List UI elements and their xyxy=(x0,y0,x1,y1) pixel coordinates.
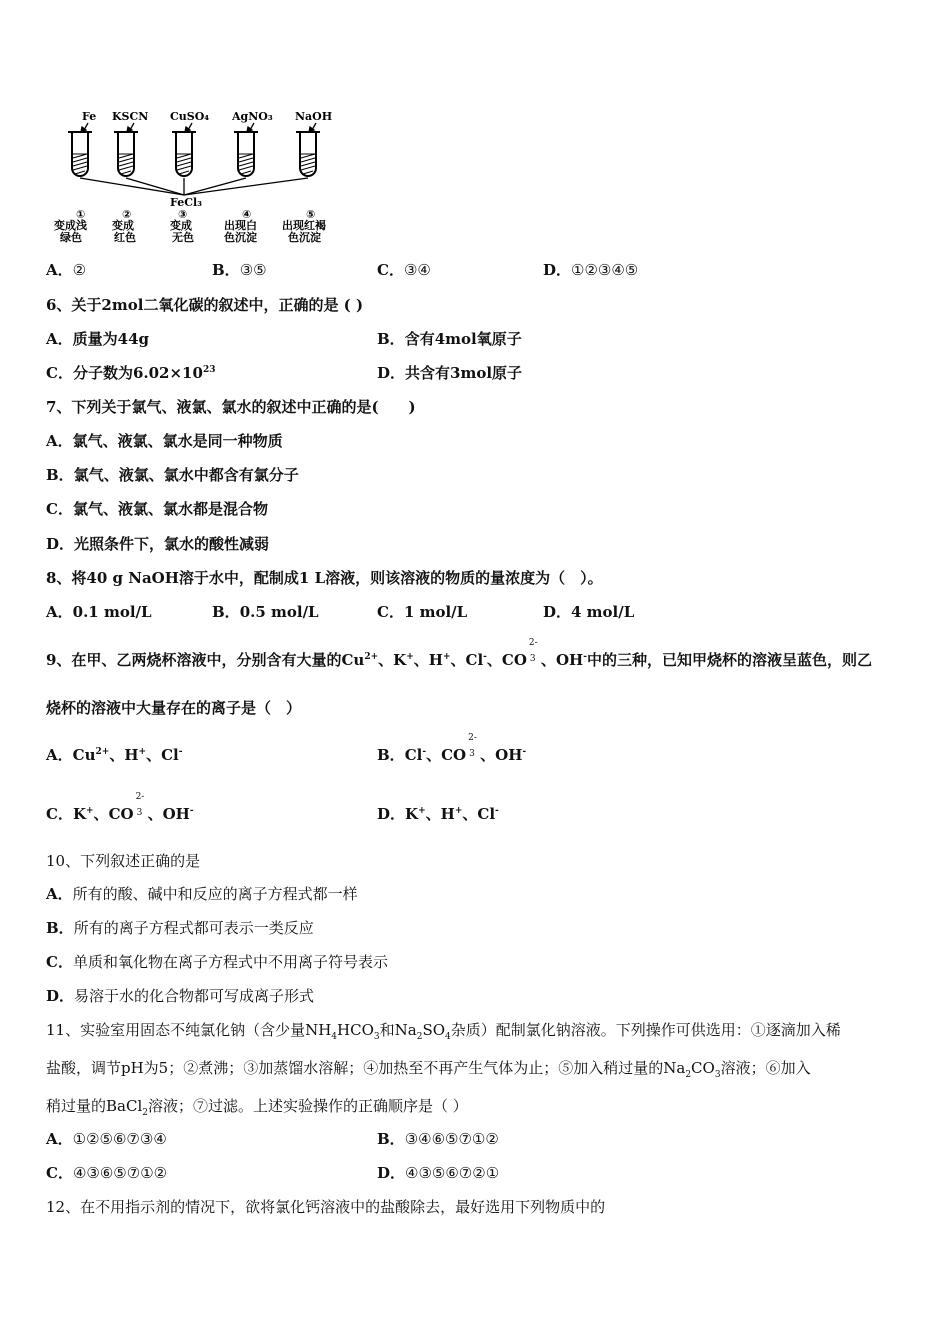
q11-option-d: D．④③⑤⑥⑦②① xyxy=(377,1164,500,1182)
reagent-label: Fe xyxy=(82,110,97,123)
result-number: ④ xyxy=(242,208,252,221)
q9-stem-line1: 9、在甲、乙两烧杯溶液中，分别含有大量的$Cu^{2+}$、K+、H+、Cl-、CO 2- 3 、OH-中的三种，已知甲烧杯的溶液呈蓝色，则乙 xyxy=(46,638,872,669)
result-text: 出现白 xyxy=(224,219,257,232)
result-text: 出现红褐 xyxy=(282,219,326,232)
q11-option-b: B．③④⑥⑤⑦①② xyxy=(377,1130,499,1148)
q10-option-b: B．所有的离子方程式都可表示一类反应 xyxy=(46,919,314,937)
result-number: ③ xyxy=(178,208,188,221)
q8-option-d: D．4 mol/L xyxy=(543,603,635,621)
q6-option-c: C．分子数为$6.02\times 10^{23}$ xyxy=(46,364,216,382)
q6-option-b: B．含有4mol氧原子 xyxy=(377,330,522,348)
q9-option-b: B．Cl-、CO 2- 3 、OH- xyxy=(377,733,527,764)
center-label: FeCl₃ xyxy=(170,196,202,209)
q10-option-c: C．单质和氧化物在离子方程式中不用离子符号表示 xyxy=(46,953,388,971)
q9-option-c: C．K+、CO 2- 3 、OH- xyxy=(46,792,194,823)
reagent-label: KSCN xyxy=(112,110,149,123)
q7-stem: 7、下列关于氯气、液氯、氯水的叙述中正确的是( ) xyxy=(46,398,416,416)
q5-option-c: C．③④ xyxy=(377,261,431,279)
q5-option-a: A．② xyxy=(46,261,87,279)
q5-option-d: D．①②③④⑤ xyxy=(543,261,639,279)
q9-stem-line2: 烧杯的溶液中大量存在的离子是（ ） xyxy=(46,699,302,717)
reagent-label: AgNO₃ xyxy=(232,110,273,123)
result-text: 无色 xyxy=(172,231,194,244)
q10-option-d: D．易溶于水的化合物都可写成离子形式 xyxy=(46,987,315,1005)
q7-option-a: A．氯气、液氯、氯水是同一种物质 xyxy=(46,432,283,450)
q8-stem: 8、将40 g NaOH溶于水中，配制成1 L溶液，则该溶液的物质的量浓度为（ ）。 xyxy=(46,569,603,587)
test-tube-figure xyxy=(52,110,352,245)
q7-option-c: C．氯气、液氯、氯水都是混合物 xyxy=(46,500,268,518)
result-text: 变成浅 xyxy=(54,219,87,232)
result-text: 绿色 xyxy=(60,231,82,244)
result-number: ① xyxy=(76,208,86,221)
q12-stem: 12、在不用指示剂的情况下，欲将氯化钙溶液中的盐酸除去，最好选用下列物质中的 xyxy=(46,1198,606,1216)
q7-option-d: D．光照条件下，氯水的酸性减弱 xyxy=(46,535,270,553)
q8-option-b: B．0.5 mol/L xyxy=(212,603,319,621)
q6-option-d: D．共含有3mol原子 xyxy=(377,364,523,382)
q6-stem: 6、关于2mol二氧化碳的叙述中，正确的是 ( ) xyxy=(46,296,364,314)
q10-stem: 10、下列叙述正确的是 xyxy=(46,852,201,870)
q9-option-a: A．$Cu^{2+}$、H+、Cl- xyxy=(46,746,183,764)
q10-option-a: A．所有的酸、碱中和反应的离子方程式都一样 xyxy=(46,885,358,903)
result-text: 红色 xyxy=(114,231,136,244)
q11-stem-line3: 稍过量的BaCl$_2$溶液；⑦过滤。上述实验操作的正确顺序是（ ） xyxy=(46,1097,468,1118)
q9-option-d: D．K+、H+、Cl- xyxy=(377,805,499,823)
q7-option-b: B．氯气、液氯、氯水中都含有氯分子 xyxy=(46,466,299,484)
q11-stem-line2: 盐酸，调节pH为5；②煮沸；③加蒸馏水溶解；④加热至不再产生气体为止；⑤加入稍过量的$Na_2CO_3$溶液；⑥加入 xyxy=(46,1059,811,1080)
q11-option-a: A．①②⑤⑥⑦③④ xyxy=(46,1130,167,1148)
q8-option-a: A．0.1 mol/L xyxy=(46,603,152,621)
q11-stem-line1: 11、实验室用固态不纯氯化钠（含少量$NH_4HCO_3$和$Na_2SO_4$杂质）配制氯化钠溶液。下列操作可供选用：①逐滴加入稀 xyxy=(46,1021,841,1042)
result-text: 色沉淀 xyxy=(288,231,321,244)
q5-option-b: B．③⑤ xyxy=(212,261,267,279)
reagent-label: NaOH xyxy=(295,110,333,123)
result-text: 变成 xyxy=(112,219,134,232)
q8-option-c: C．1 mol/L xyxy=(377,603,468,621)
q6-option-a: A．质量为44g xyxy=(46,330,150,348)
result-text: 色沉淀 xyxy=(224,231,257,244)
q11-option-c: C．④③⑥⑤⑦①② xyxy=(46,1164,168,1182)
reagent-label: CuSO₄ xyxy=(170,110,210,123)
result-number: ⑤ xyxy=(306,208,316,221)
result-text: 变成 xyxy=(170,219,192,232)
result-number: ② xyxy=(122,208,132,221)
